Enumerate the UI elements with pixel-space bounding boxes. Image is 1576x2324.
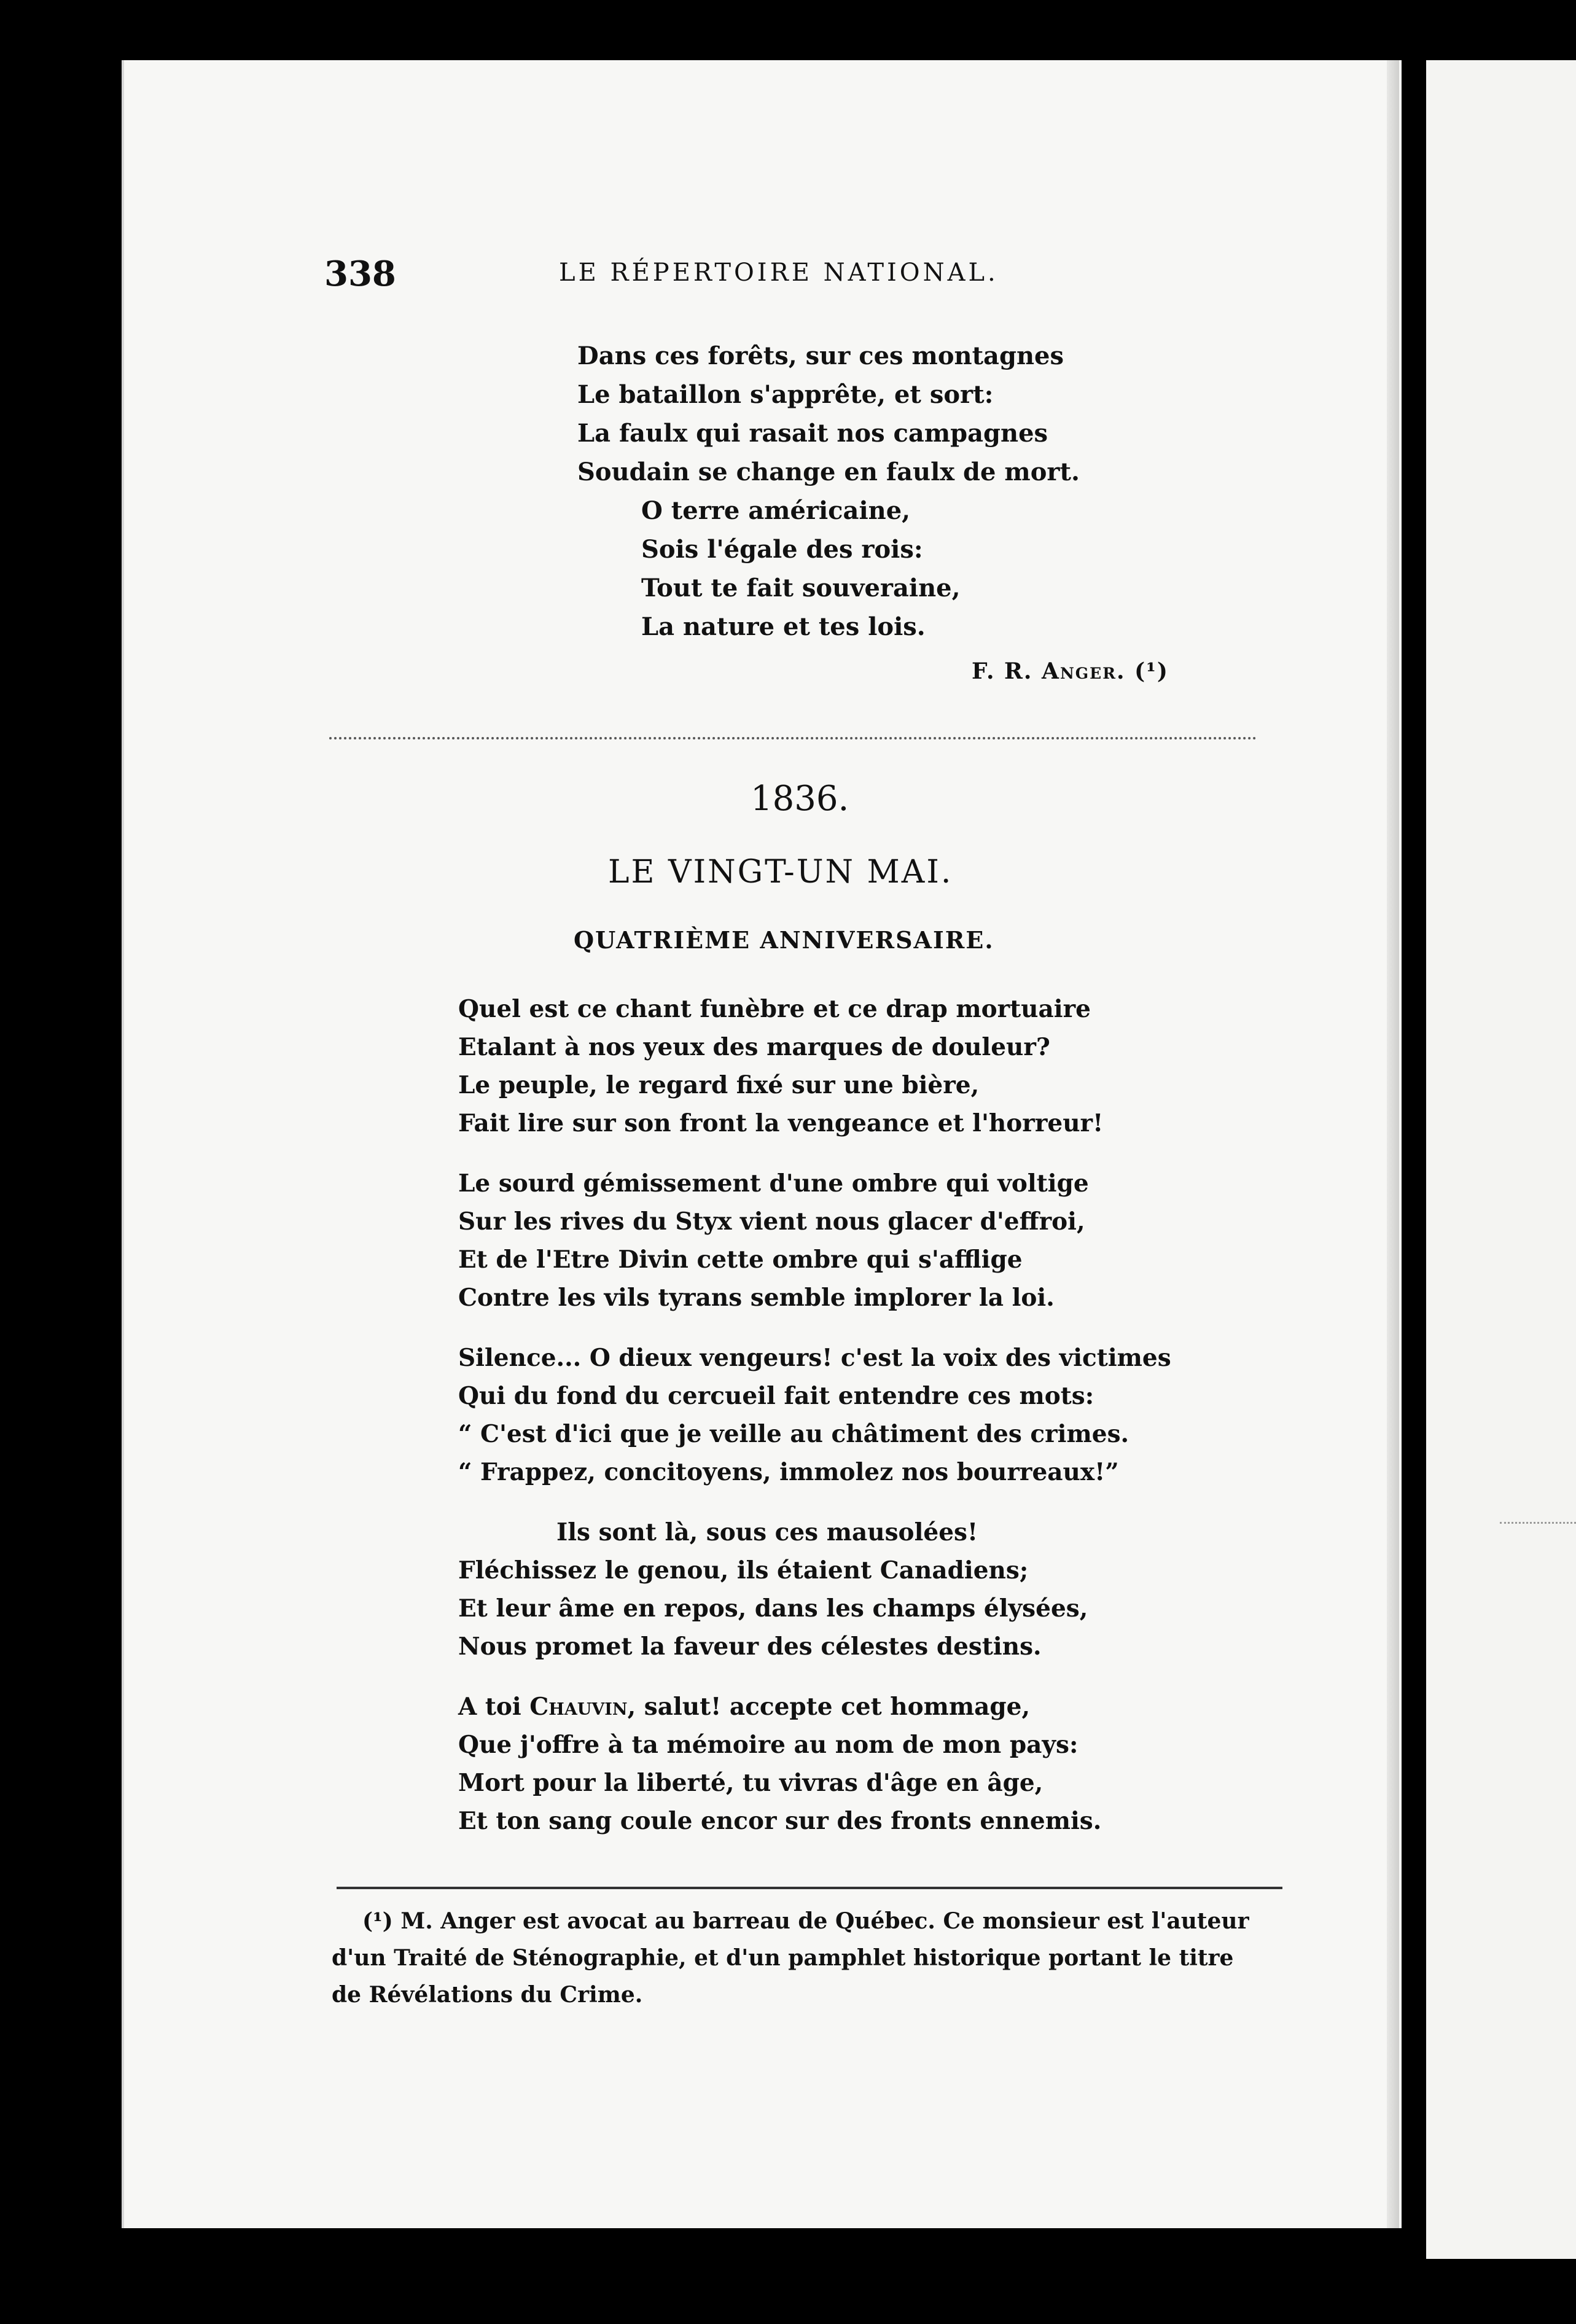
verse-line: Le bataillon s'apprête, et sort: (577, 380, 994, 409)
verse-line: Qui du fond du cercueil fait entendre ces mots: (458, 1382, 1094, 1410)
page-number: 338 (324, 254, 396, 294)
refrain-line: Tout te fait souveraine, (641, 574, 961, 602)
refrain-line: La nature et tes lois. (641, 612, 926, 641)
footnote (332, 1903, 1290, 2013)
footnote-line: de Révélations du Crime. (332, 1982, 643, 2008)
footnote-line: (¹) M. Anger est avocat au barreau de Québec. Ce monsieur est l'auteur (362, 1908, 1249, 1934)
verse-line: Et de l'Etre Divin cette ombre qui s'afflige (458, 1246, 1023, 1274)
verse-line: Etalant à nos yeux des marques de douleur? (458, 1033, 1050, 1061)
verse-line: Contre les vils tyrans semble implorer la loi. (458, 1284, 1055, 1312)
stanza (458, 1164, 1171, 1317)
verse-line (458, 1688, 1171, 1726)
verse-line: “ Frappez, concitoyens, immolez nos bourreaux!” (458, 1458, 1119, 1486)
poem-subtitle: QUATRIÈME ANNIVERSAIRE. (574, 926, 994, 954)
page-fold-shadow (1387, 60, 1399, 2228)
running-title: LE RÉPERTOIRE NATIONAL. (559, 259, 999, 287)
verse-line: Nous promet la faveur des célestes destins. (458, 1632, 1042, 1661)
verse-line: Le peuple, le regard fixé sur une bière, (458, 1071, 980, 1099)
verse-line: Ils sont là, sous ces mausolées! (556, 1518, 978, 1546)
verse-line: Silence... O dieux vengeurs! c'est la voix des victimes (458, 1344, 1171, 1372)
page-header (324, 254, 1018, 297)
stanza (458, 1688, 1171, 1840)
verse-line: Et leur âme en repos, dans les champs élysées, (458, 1594, 1088, 1623)
poem-title: LE VINGT-UN MAI. (608, 854, 953, 891)
signature-name: Anger. (1042, 658, 1126, 684)
verse-line: Mort pour la liberté, tu vivras d'âge en âge, (458, 1769, 1044, 1797)
signature-initials: F. R. (972, 658, 1033, 684)
verse-line: Le sourd gémissement d'une ombre qui voltige (458, 1169, 1089, 1198)
verse-line: La faulx qui rasait nos campagnes (577, 419, 1048, 448)
adjacent-page-edge (1426, 60, 1576, 2259)
verse-line: “ C'est d'ici que je veille au châtiment des crimes. (458, 1420, 1129, 1448)
dedicatee-name: Chauvin (529, 1693, 628, 1721)
verse-fragment: A toi (458, 1693, 530, 1721)
verse-line: Quel est ce chant funèbre et ce drap mortuaire (458, 995, 1091, 1023)
verse-line: Que j'offre à ta mémoire au nom de mon pays: (458, 1731, 1079, 1759)
footnote-line: d'un Traité de Sténographie, et d'un pamphlet historique portant le titre (332, 1945, 1234, 1971)
verse-line: Dans ces forêts, sur ces montagnes (577, 341, 1064, 370)
refrain-line: Sois l'égale des rois: (641, 535, 923, 564)
section-separator (329, 737, 1257, 739)
section-year: 1836. (751, 779, 849, 819)
poem-body (458, 990, 1171, 1862)
verse-fragment: , salut! accepte cet hommage, (627, 1693, 1031, 1721)
prior-poem-ending (577, 337, 1080, 646)
stanza (458, 990, 1171, 1142)
stanza (458, 1339, 1171, 1491)
footnote-rule (337, 1887, 1282, 1889)
adjacent-page-rule (1500, 1522, 1576, 1524)
verse-line: Fléchissez le genou, ils étaient Canadiens; (458, 1556, 1029, 1585)
verse-line: Sur les rives du Styx vient nous glacer d'effroi, (458, 1207, 1085, 1236)
verse-line: Et ton sang coule encor sur des fronts ennemis. (458, 1807, 1102, 1835)
verse-line: Fait lire sur son front la vengeance et l'horreur! (458, 1109, 1104, 1137)
stanza (458, 1513, 1171, 1666)
refrain-line: O terre américaine, (641, 496, 911, 525)
verse-line: Soudain se change en faulx de mort. (577, 458, 1080, 486)
author-signature (972, 658, 1169, 684)
footnote-marker: (¹) (1134, 658, 1169, 684)
